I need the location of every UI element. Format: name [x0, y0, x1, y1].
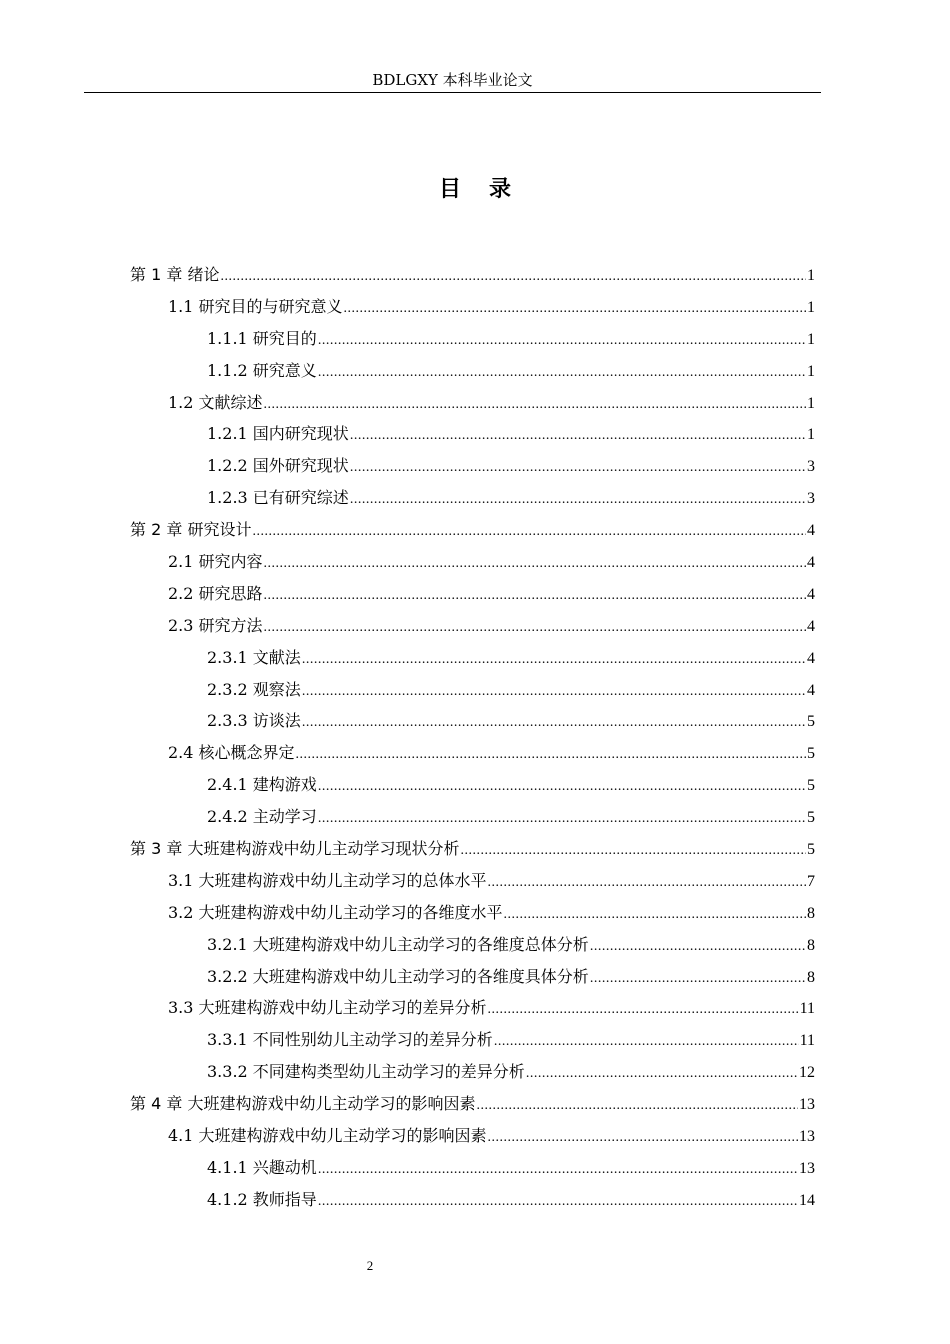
- toc-dot-leader: [296, 737, 806, 771]
- toc-entry-label: 1.1.2 研究意义: [207, 360, 317, 380]
- toc-entry-page: 1: [807, 330, 815, 348]
- toc-entry-label: 1.1.1 研究目的: [207, 328, 317, 348]
- toc-section-entry[interactable]: [130, 578, 815, 610]
- toc-entry-page: 12: [799, 1064, 815, 1082]
- toc-dot-leader: [302, 674, 806, 708]
- toc-entry-page: 11: [799, 1000, 815, 1018]
- toc-subsection-entry[interactable]: [130, 642, 815, 674]
- toc-entry-label: 2.4.2 主动学习: [207, 807, 317, 827]
- toc-entry-label: 3.3.1 不同性别幼儿主动学习的差异分析: [207, 1030, 493, 1050]
- toc-entry-label: 3.1 大班建构游戏中幼儿主动学习的总体水平: [168, 870, 487, 890]
- page-number: 2: [366, 1258, 374, 1273]
- toc-dot-leader: [302, 705, 806, 739]
- toc-section-entry[interactable]: [130, 291, 815, 323]
- toc-section-entry[interactable]: [130, 610, 815, 642]
- toc-entry-page: 1: [807, 362, 815, 380]
- toc-entry-label: 1.2.3 已有研究综述: [207, 488, 349, 508]
- toc-entry-page: 4: [807, 617, 815, 635]
- toc-entry-page: 1: [807, 298, 815, 316]
- toc-section-entry[interactable]: [130, 897, 815, 929]
- toc-dot-leader: [460, 833, 806, 867]
- toc-entry-label: 第 2 章 研究设计: [130, 520, 252, 540]
- toc-dot-leader: [220, 259, 806, 293]
- toc-dot-leader: [476, 1088, 798, 1122]
- toc-entry-page: 4: [807, 585, 815, 603]
- toc-entry-page: 5: [807, 777, 815, 795]
- header-rule: [84, 92, 821, 93]
- toc-entry-page: 13: [799, 1128, 815, 1146]
- toc-entry-label: 3.2 大班建构游戏中幼儿主动学习的各维度水平: [168, 902, 503, 922]
- toc-subsection-entry[interactable]: [130, 801, 815, 833]
- toc-entry-page: 4: [807, 554, 815, 572]
- toc-subsection-entry[interactable]: [130, 1184, 815, 1216]
- toc-entry-page: 4: [807, 649, 815, 667]
- toc-dot-leader: [504, 897, 806, 931]
- toc-dot-leader: [318, 1184, 798, 1218]
- toc-entry-label: 第 4 章 大班建构游戏中幼儿主动学习的影响因素: [130, 1094, 476, 1114]
- toc-subsection-entry[interactable]: [130, 705, 815, 737]
- toc-section-entry[interactable]: [130, 1120, 815, 1152]
- toc-dot-leader: [252, 514, 806, 548]
- toc-entry-page: 5: [807, 809, 815, 827]
- toc-entry-page: 4: [807, 681, 815, 699]
- toc-entry-label: 1.1 研究目的与研究意义: [168, 296, 343, 316]
- toc-entry-label: 2.3 研究方法: [168, 615, 263, 635]
- toc-entry-label: 2.4 核心概念界定: [168, 743, 295, 763]
- toc-entry-label: 4.1.1 兴趣动机: [207, 1157, 317, 1177]
- toc-subsection-entry[interactable]: [130, 482, 815, 514]
- toc-section-entry[interactable]: [130, 737, 815, 769]
- toc-entry-page: 8: [807, 904, 815, 922]
- toc-entry-label: 4.1.2 教师指导: [207, 1189, 317, 1209]
- toc-entry-page: 3: [807, 490, 815, 508]
- toc-chapter-entry[interactable]: [130, 1088, 815, 1120]
- toc-entry-page: 4: [807, 522, 815, 540]
- toc-entry-label: 第 1 章 绪论: [130, 265, 220, 284]
- toc-subsection-entry[interactable]: [130, 1152, 815, 1184]
- toc-subsection-entry[interactable]: [130, 323, 815, 355]
- toc-dot-leader: [488, 1120, 798, 1154]
- toc-dot-leader: [264, 610, 806, 644]
- toc-section-entry[interactable]: [130, 992, 815, 1024]
- toc-dot-leader: [318, 1152, 798, 1186]
- toc-dot-leader: [264, 578, 806, 612]
- toc-subsection-entry[interactable]: [130, 355, 815, 387]
- toc-subsection-entry[interactable]: [130, 450, 815, 482]
- toc-section-entry[interactable]: [130, 387, 815, 419]
- toc-subsection-entry[interactable]: [130, 418, 815, 450]
- toc-dot-leader: [350, 450, 806, 484]
- toc-dot-leader: [590, 961, 806, 995]
- toc-entry-label: 1.2.2 国外研究现状: [207, 456, 349, 476]
- toc-dot-leader: [344, 291, 806, 325]
- toc-entry-label: 3.3.2 不同建构类型幼儿主动学习的差异分析: [207, 1062, 525, 1082]
- toc-entry-page: 5: [807, 713, 815, 731]
- toc-entry-label: 3.3 大班建构游戏中幼儿主动学习的差异分析: [168, 998, 487, 1018]
- toc-chapter-entry[interactable]: [130, 833, 815, 865]
- toc-dot-leader: [318, 769, 806, 803]
- toc-entry-page: 1: [807, 426, 815, 444]
- toc-entry-page: 1: [807, 267, 815, 284]
- toc-entry-page: 14: [799, 1191, 815, 1209]
- toc-entry-page: 8: [807, 936, 815, 954]
- toc-section-entry[interactable]: [130, 546, 815, 578]
- toc-dot-leader: [264, 546, 806, 580]
- toc-dot-leader: [526, 1056, 798, 1090]
- toc-entry-label: 2.3.3 访谈法: [207, 711, 301, 731]
- toc-dot-leader: [350, 418, 806, 452]
- toc-dot-leader: [488, 992, 799, 1026]
- toc-chapter-entry[interactable]: [130, 514, 815, 546]
- page-title: [0, 172, 950, 203]
- toc-entry-label: 2.4.1 建构游戏: [207, 775, 317, 795]
- toc-entry-label: 3.2.2 大班建构游戏中幼儿主动学习的各维度具体分析: [207, 966, 589, 986]
- table-of-contents: [130, 259, 815, 1216]
- toc-subsection-entry[interactable]: [130, 929, 815, 961]
- toc-dot-leader: [488, 865, 806, 899]
- toc-entry-page: 8: [807, 968, 815, 986]
- toc-entry-label: 1.2.1 国内研究现状: [207, 424, 349, 444]
- toc-entry-page: 13: [799, 1096, 815, 1114]
- toc-dot-leader: [264, 387, 806, 421]
- toc-entry-page: 5: [807, 841, 815, 859]
- toc-entry-label: 1.2 文献综述: [168, 392, 263, 412]
- toc-section-entry[interactable]: [130, 865, 815, 897]
- page-title-char-2: 录: [489, 177, 512, 202]
- toc-entry-label: 2.3.2 观察法: [207, 679, 301, 699]
- toc-subsection-entry[interactable]: [130, 1024, 815, 1056]
- toc-dot-leader: [350, 482, 806, 516]
- toc-subsection-entry[interactable]: [130, 1056, 815, 1088]
- toc-dot-leader: [318, 323, 806, 357]
- toc-entry-page: 3: [807, 458, 815, 476]
- toc-subsection-entry[interactable]: [130, 769, 815, 801]
- toc-entry-page: 1: [807, 394, 815, 412]
- toc-entry-page: 11: [799, 1032, 815, 1050]
- toc-dot-leader: [494, 1024, 799, 1058]
- toc-entry-page: 7: [807, 872, 815, 890]
- page-title-char-1: 目: [438, 177, 461, 202]
- toc-dot-leader: [318, 801, 806, 835]
- toc-entry-label: 第 3 章 大班建构游戏中幼儿主动学习现状分析: [130, 839, 460, 859]
- toc-subsection-entry[interactable]: [130, 961, 815, 993]
- toc-dot-leader: [302, 642, 806, 676]
- toc-entry-label: 3.2.1 大班建构游戏中幼儿主动学习的各维度总体分析: [207, 934, 589, 954]
- toc-entry-page: 5: [807, 745, 815, 763]
- toc-entry-label: 2.1 研究内容: [168, 552, 263, 572]
- toc-entry-page: 13: [799, 1159, 815, 1177]
- toc-dot-leader: [590, 929, 806, 963]
- toc-entry-label: 2.3.1 文献法: [207, 647, 301, 667]
- page-header: BDLGXY 本科毕业论文: [372, 71, 533, 89]
- toc-subsection-entry[interactable]: [130, 674, 815, 706]
- toc-entry-label: 2.2 研究思路: [168, 583, 263, 603]
- toc-dot-leader: [318, 355, 806, 389]
- toc-chapter-entry[interactable]: [130, 259, 815, 291]
- toc-entry-label: 4.1 大班建构游戏中幼儿主动学习的影响因素: [168, 1126, 487, 1146]
